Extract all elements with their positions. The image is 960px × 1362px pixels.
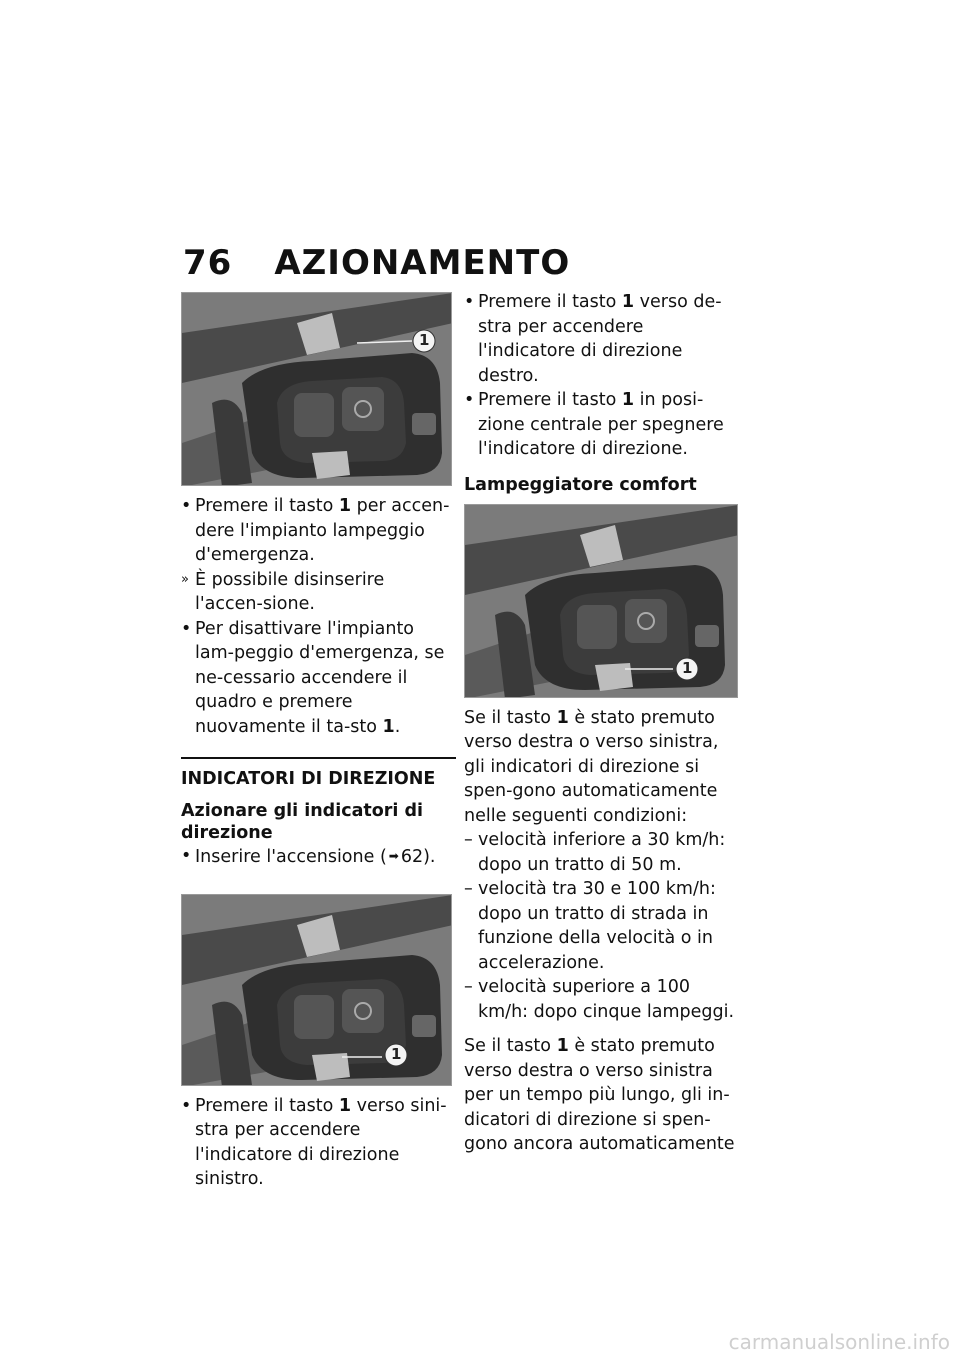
hazard-result: » È possibile disinserire l'accen-sione.	[181, 569, 385, 614]
left-turn-step: • Premere il tasto 1 verso sini-stra per accendere l'indicatore di direzione sinistro.	[181, 1095, 447, 1189]
page-number: 76	[183, 243, 233, 283]
condition-list	[464, 828, 742, 1024]
long-press-paragraph: Se il tasto 1 è stato premuto verso destra o verso sinistra per un tempo più lungo, gli in-dicatori di direzione si spen-gono ancora automaticamente	[464, 1036, 735, 1154]
page-header	[183, 243, 570, 283]
callout-1: 1	[682, 658, 693, 677]
subsection-title: Azionare gli indicatori di direzione	[181, 801, 424, 843]
right-turn-step: • Premere il tasto 1 verso de-stra per accendere l'indicatore di direzione destro.	[464, 292, 722, 386]
subsection-title: Lampeggiatore comfort	[464, 474, 697, 495]
condition-item: – velocità inferiore a 30 km/h: dopo un tratto di 50 m.	[464, 830, 726, 875]
callout-1: 1	[391, 1044, 402, 1063]
handlebar-switch-illustration	[182, 293, 452, 486]
left-column	[181, 292, 456, 1192]
condition-item: – velocità tra 30 e 100 km/h: dopo un tratto di strada in funzione della velocità o in accelerazione.	[464, 879, 716, 973]
hazard-step-list	[181, 494, 456, 739]
page-reference-arrow-icon: ➡	[388, 849, 399, 863]
hazard-step: • Per disattivare l'impianto lam-peggio d'emergenza, se ne-cessario accendere il quadro e premere nuovamente il ta-sto 1.	[181, 618, 445, 737]
watermark: carmanualsonline.info	[728, 1330, 950, 1354]
page-reference[interactable]: 62	[400, 847, 424, 867]
callout-1: 1	[419, 331, 430, 349]
handlebar-switch-figure-comfort	[464, 504, 738, 698]
condition-item: – velocità superiore a 100 km/h: dopo cinque lampeggi.	[464, 977, 735, 1022]
handlebar-switch-figure-left	[181, 894, 452, 1086]
chapter-title: AZIONAMENTO	[274, 243, 571, 283]
right-column	[464, 290, 742, 1157]
turn-step-list	[464, 290, 742, 462]
ignition-step: • Inserire l'accensione ( ➡ 62).	[181, 846, 436, 867]
handlebar-switch-figure-hazard	[181, 292, 452, 486]
handlebar-switch-illustration	[465, 505, 738, 698]
section-title: INDICATORI DI DIREZIONE	[181, 757, 456, 790]
center-off-step: • Premere il tasto 1 in posi-zione centrale per spegnere l'indicatore di direzione.	[464, 390, 724, 459]
handlebar-switch-illustration	[182, 895, 452, 1086]
comfort-paragraph: Se il tasto 1 è stato premuto verso destra o verso sinistra, gli indicatori di direzione si spen-gono automaticamente nelle seguenti condizioni:	[464, 707, 719, 826]
hazard-step: • Premere il tasto 1 per accen-dere l'impianto lampeggio d'emergenza.	[181, 496, 450, 565]
